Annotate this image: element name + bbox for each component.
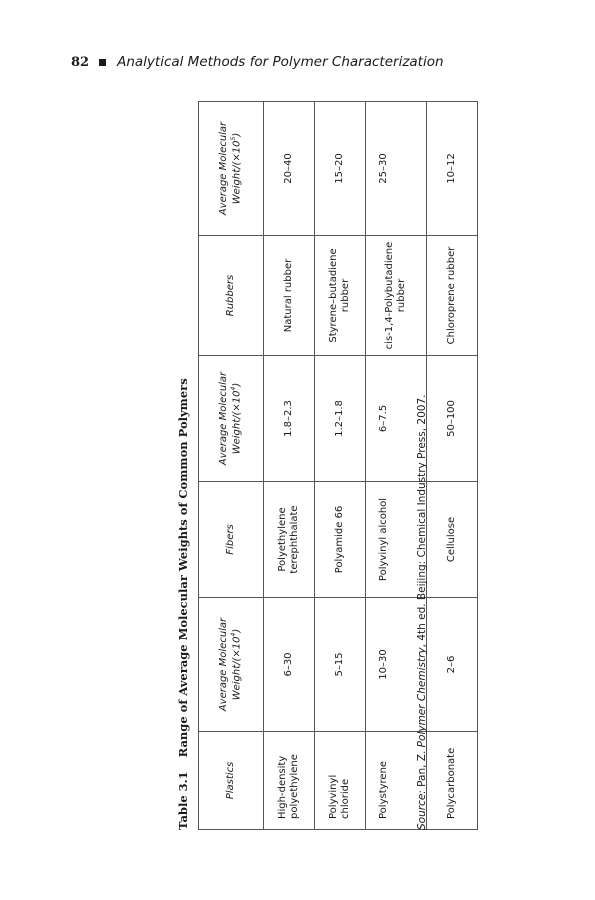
- table-caption: [168, 102, 198, 830]
- book-title: Analytical Methods for Polymer Characterization: [117, 54, 444, 70]
- table-cell: Styrene–butadiene rubber: [315, 236, 366, 356]
- square-bullet-icon: [99, 59, 106, 66]
- col-header-plastics-mw: Average Molecular Weight/$(\times 10^4)$: [199, 598, 264, 732]
- source-note: [416, 102, 428, 830]
- table-cell: cis-1,4-Polybutadiene rubber: [366, 236, 427, 356]
- running-header: [71, 53, 444, 71]
- table-cell: 20–40: [264, 102, 315, 236]
- table-cell: 6–7.5: [366, 356, 427, 482]
- table-row: [315, 102, 366, 830]
- col-header-rubbers: Rubbers: [199, 236, 264, 356]
- source-author: Pan, Z.: [416, 750, 428, 787]
- table-cell: Polycarbonate: [427, 732, 478, 830]
- table-cell: Polyamide 66: [315, 482, 366, 598]
- table-cell: 50–100: [427, 356, 478, 482]
- table-row: [264, 102, 315, 830]
- table-title: Range of Average Molecular Weights of Common Polymers: [176, 378, 190, 758]
- table-region: [168, 102, 457, 830]
- table-cell: Natural rubber: [264, 236, 315, 356]
- table-cell: 10–12: [427, 102, 478, 236]
- page-number: 82: [71, 54, 90, 70]
- table-cell: 15–20: [315, 102, 366, 236]
- table-cell: 5–15: [315, 598, 366, 732]
- col-header-fibers-mw: Average Molecular Weight/$(\times 10^4)$: [199, 356, 264, 482]
- table-cell: 10–30: [366, 598, 427, 732]
- table-cell: 6–30: [264, 598, 315, 732]
- table-cell: 25–30: [366, 102, 427, 236]
- table-cell: 2–6: [427, 598, 478, 732]
- col-header-fibers: Fibers: [199, 482, 264, 598]
- table-cell: 1.2–1.8: [315, 356, 366, 482]
- table-row: [427, 102, 478, 830]
- table-cell: High-density polyethylene: [264, 732, 315, 830]
- table-cell: Chloroprene rubber: [427, 236, 478, 356]
- source-label: Source:: [416, 790, 428, 830]
- table-cell: Polyvinyl chloride: [315, 732, 366, 830]
- col-header-rubbers-mw: Average Molecular Weight/$(\times 10^5)$: [199, 102, 264, 236]
- source-details: , 4th ed. Beijing: Chemical Industry Press, 2007.: [416, 394, 428, 648]
- table-cell: Cellulose: [427, 482, 478, 598]
- source-publication: Polymer Chemistry: [416, 647, 428, 748]
- table-cell: Polyethylene terephthalate: [264, 482, 315, 598]
- table-label: Table 3.1: [176, 771, 190, 830]
- col-header-plastics: Plastics: [199, 732, 264, 830]
- table-cell: Polystyrene: [366, 732, 427, 830]
- rotated-table-block: [168, 102, 457, 830]
- data-table: [198, 101, 478, 830]
- table-cell: 1.8–2.3: [264, 356, 315, 482]
- header-row: [199, 102, 264, 830]
- table-cell: Polyvinyl alcohol: [366, 482, 427, 598]
